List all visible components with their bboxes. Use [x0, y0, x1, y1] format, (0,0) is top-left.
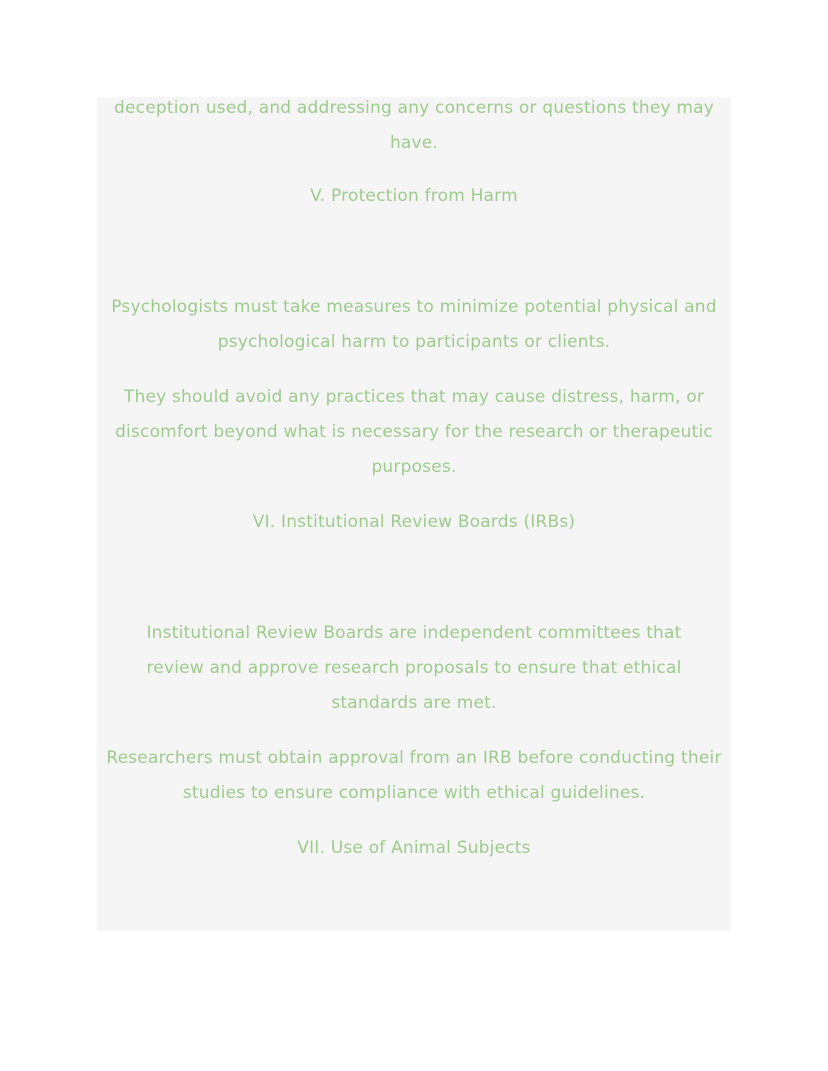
- paragraph-irb-definition: Institutional Review Boards are independent committees that review and approve research proposals to ensure that ethical standards are met.: [146, 623, 682, 713]
- heading-use-of-animal-subjects: VII. Use of Animal Subjects: [297, 838, 531, 858]
- heading-institutional-review-boards: VI. Institutional Review Boards (IRBs): [252, 512, 576, 532]
- paragraph-avoid-distress: They should avoid any practices that may cause distress, harm, or discomfort beyond what is necessary for the research or therapeutic purposes.: [115, 387, 713, 477]
- document-page: [97, 97, 731, 931]
- heading-protection-from-harm: V. Protection from Harm: [310, 186, 518, 206]
- paragraph-debriefing-continuation: deception used, and addressing any concerns or questions they may have.: [114, 98, 714, 153]
- paragraph-irb-approval: Researchers must obtain approval from an IRB before conducting their studies to ensure compliance with ethical guidelines.: [106, 748, 722, 803]
- paragraph-minimize-harm: Psychologists must take measures to minimize potential physical and psychological harm to participants or clients.: [111, 297, 717, 352]
